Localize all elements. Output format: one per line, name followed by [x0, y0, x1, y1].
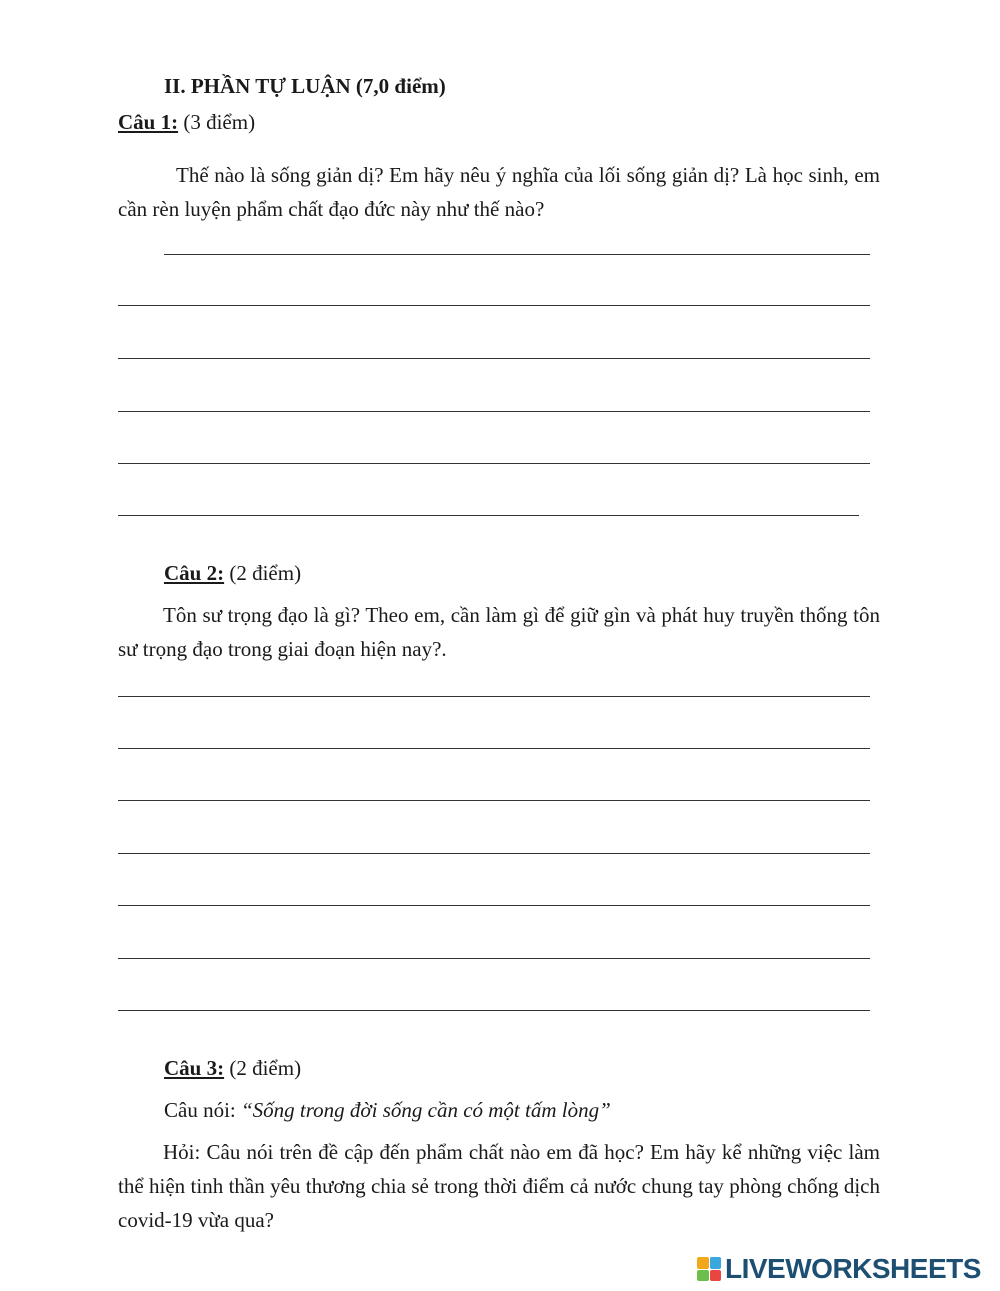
- question-3-text: Hỏi: Câu nói trên đề cập đến phẩm chất nào em đã học? Em hãy kể những việc làm thể hiện tinh thần yêu thương chia sẻ trong thời điểm cả nước chung tay phòng chống dịch covid-19 vừa qua?: [118, 1140, 880, 1232]
- question-3-label: Câu 3:: [164, 1056, 225, 1080]
- answer-line[interactable]: [118, 748, 870, 749]
- question-3-quote-prefix: Câu nói:: [164, 1098, 241, 1122]
- logo-square: [710, 1270, 722, 1282]
- logo-square: [710, 1257, 722, 1269]
- question-1-label: Câu 1:: [118, 110, 179, 134]
- liveworksheets-logo-icon: [697, 1257, 721, 1281]
- question-2-text: Tôn sư trọng đạo là gì? Theo em, cần làm gì để giữ gìn và phát huy truyền thống tôn sư trọng đạo trong giai đoạn hiện nay?.: [118, 603, 880, 661]
- answer-line[interactable]: [118, 463, 870, 464]
- answer-line[interactable]: [164, 254, 870, 255]
- question-1-text: Thế nào là sống giản dị? Em hãy nêu ý nghĩa của lối sống giản dị? Là học sinh, em cần rèn luyện phẩm chất đạo đức này như thế nào?: [118, 163, 880, 221]
- question-3-quote-line: [164, 1098, 611, 1123]
- logo-square: [697, 1257, 709, 1269]
- question-2-heading: [164, 561, 301, 586]
- logo-text: LIVEWORKSHEETS: [725, 1253, 981, 1284]
- answer-line[interactable]: [118, 853, 870, 854]
- answer-line[interactable]: [118, 905, 870, 906]
- question-2-points: (2 điểm): [224, 561, 302, 585]
- answer-line[interactable]: [118, 411, 870, 412]
- question-3-heading: [164, 1056, 301, 1081]
- answer-line[interactable]: [118, 358, 870, 359]
- answer-line[interactable]: [118, 958, 870, 959]
- answer-line[interactable]: [118, 515, 859, 516]
- question-1-points: (3 điểm): [178, 110, 256, 134]
- section-title: II. PHẦN TỰ LUẬN (7,0 điểm): [164, 74, 446, 98]
- question-2-label: Câu 2:: [164, 561, 225, 585]
- liveworksheets-logo: [697, 1254, 981, 1284]
- answer-line[interactable]: [118, 1010, 870, 1011]
- answer-line[interactable]: [118, 305, 870, 306]
- question-1-heading: [118, 110, 255, 135]
- question-3-quote: “Sống trong đời sống cần có một tấm lòng”: [241, 1098, 611, 1122]
- answer-line[interactable]: [118, 800, 870, 801]
- logo-square: [697, 1270, 709, 1282]
- question-3-points: (2 điểm): [224, 1056, 302, 1080]
- answer-line[interactable]: [118, 696, 870, 697]
